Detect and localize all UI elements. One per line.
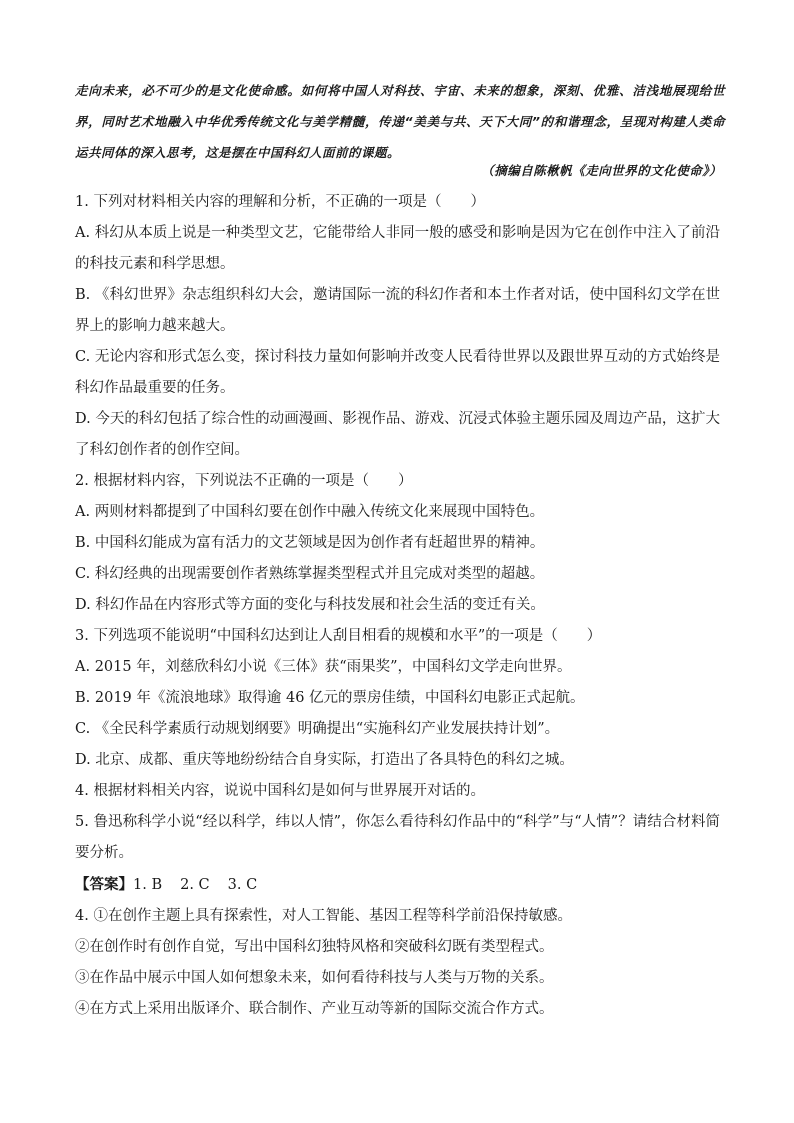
answer-key-line xyxy=(75,869,720,901)
answer-4-point-2: ②在创作时有创作自觉，写出中国科幻独特风格和突破科幻既有类型程式。 xyxy=(75,939,554,955)
question-3-option-b: B. 2019 年《流浪地球》取得逾 46 亿元的票房佳绩，中国科幻电影正式起航。 xyxy=(75,690,585,706)
question-1-option-a: A. 科幻从本质上说是一种类型文艺，它能带给人非同一般的感受和影响是因为它在创作中注入了前沿的科技元素和科学思想。 xyxy=(75,225,720,272)
answer-4-point-3: ③在作品中展示中国人如何想象未来，如何看待科技与人类与万物的关系。 xyxy=(75,970,554,986)
questions-section xyxy=(75,187,720,1025)
question-3-option-c: C. 《全民科学素质行动规划纲要》明确提出“实施科幻产业发展扶持计划”。 xyxy=(75,721,560,737)
answer-1: 1. B xyxy=(133,877,163,893)
answer-choices xyxy=(133,877,275,893)
passage-excerpt: 走向未来，必不可少的是文化使命感。如何将中国人对科技、宇宙、未来的想象，深刻、优雅、洁浅地展现给世界，同时艺术地融入中华优秀传统文化与美学精髓，传递“美美与共、天下大同”的和谐理念，呈现对构建人类命运共同体的深入思考，这是摆在中国科幻人面前的课题。 xyxy=(75,82,725,160)
question-2-option-c: C. 科幻经典的出现需要创作者熟练掌握类型程式并且完成对类型的超越。 xyxy=(75,566,545,582)
answer-4-point-1: 4. ①在创作主题上具有探索性，对人工智能、基因工程等科学前沿保持敏感。 xyxy=(75,908,572,924)
answer-2: 2. C xyxy=(180,877,210,893)
question-5-stem: 5. 鲁迅称科学小说“经以科学，纬以人情”，你怎么看待科幻作品中的“科学”与“人情”？请结合材料简要分析。 xyxy=(75,814,720,861)
question-4-stem: 4. 根据材料相关内容，说说中国科幻是如何与世界展开对话的。 xyxy=(75,783,485,799)
question-1-option-c: C. 无论内容和形式怎么变，探讨科技力量如何影响并改变人民看待世界以及跟世界互动的方式始终是科幻作品最重要的任务。 xyxy=(75,349,720,396)
question-3-stem: 3. 下列选项不能说明“中国科幻达到让人刮目相看的规模和水平”的一项是（ ） xyxy=(75,628,602,644)
answer-tag: 【答案】 xyxy=(75,876,133,893)
answer-3: 3. C xyxy=(227,877,258,893)
question-1-option-b: B. 《科幻世界》杂志组织科幻大会，邀请国际一流的科幻作者和本土作者对话，使中国科幻文学在世界上的影响力越来越大。 xyxy=(75,287,720,334)
question-1-option-d: D. 今天的科幻包括了综合性的动画漫画、影视作品、游戏、沉浸式体验主题乐园及周边产品，这扩大了科幻创作者的创作空间。 xyxy=(75,411,720,458)
question-2-stem: 2. 根据材料内容，下列说法不正确的一项是（ ） xyxy=(75,473,413,489)
question-1-stem: 1. 下列对材料相关内容的理解和分析，不正确的一项是（ ） xyxy=(75,194,485,210)
answer-4-point-4: ④在方式上采用出版译介、联合制作、产业互动等新的国际交流合作方式。 xyxy=(75,1001,554,1017)
passage-source: （摘编自陈楸帆《走向世界的文化使命》） xyxy=(481,163,722,178)
question-2-option-d: D. 科幻作品在内容形式等方面的变化与科技发展和社会生活的变迁有关。 xyxy=(75,597,545,613)
question-2-option-b: B. 中国科幻能成为富有活力的文艺领域是因为创作者有赶超世界的精神。 xyxy=(75,535,545,551)
question-3-option-d: D. 北京、成都、重庆等地纷纷结合自身实际，打造出了各具特色的科幻之城。 xyxy=(75,752,574,768)
question-3-option-a: A. 2015 年，刘慈欣科幻小说《三体》获“雨果奖”，中国科幻文学走向世界。 xyxy=(75,659,572,675)
question-2-option-a: A. 两则材料都提到了中国科幻要在创作中融入传统文化来展现中国特色。 xyxy=(75,504,545,520)
